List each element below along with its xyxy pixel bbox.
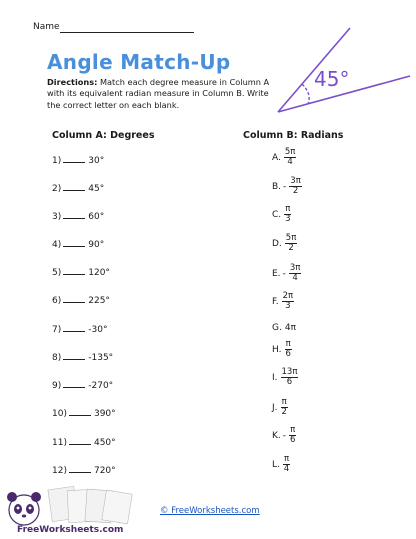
column-b-item	[272, 323, 296, 333]
radian-fraction	[289, 426, 296, 445]
fraction-numerator: 3π	[289, 263, 301, 273]
answer-letter: K.	[272, 430, 281, 441]
fraction-denominator: 3	[285, 301, 291, 311]
degree-value: 60°	[88, 212, 105, 222]
answer-letter: L.	[272, 459, 280, 470]
fraction-numerator: 3π	[290, 176, 301, 186]
angle-diagram	[270, 24, 415, 120]
column-a-item	[52, 267, 110, 278]
degree-value: 450°	[93, 438, 116, 448]
answer-blank[interactable]	[69, 437, 91, 445]
column-b-item	[272, 177, 302, 196]
radian-fraction	[283, 455, 290, 474]
answer-blank[interactable]	[69, 408, 91, 416]
negative-sign: -	[283, 181, 287, 192]
fraction-denominator: 6	[285, 349, 291, 359]
fraction-denominator: 2	[288, 243, 294, 253]
item-number: 7)	[52, 325, 62, 335]
item-number: 12)	[52, 466, 67, 476]
answer-blank[interactable]	[63, 183, 85, 191]
answer-blank[interactable]	[63, 295, 85, 303]
column-a-item	[52, 324, 107, 335]
answer-letter: H.	[272, 344, 282, 355]
name-blank-line[interactable]	[60, 32, 194, 33]
radian-fraction	[285, 234, 298, 253]
negative-sign: -	[282, 430, 287, 441]
column-b-item	[272, 455, 290, 474]
radian-value: 4π	[284, 323, 296, 333]
item-number: 5)	[52, 268, 62, 278]
answer-letter: F.	[272, 296, 279, 307]
radian-fraction	[289, 264, 302, 283]
answer-blank[interactable]	[63, 239, 85, 247]
degree-value: 30°	[88, 156, 105, 166]
answer-letter: E.	[272, 268, 281, 279]
answer-letter: B.	[272, 181, 282, 192]
fraction-denominator: 2	[292, 186, 299, 196]
worksheet-title: Angle Match-Up	[47, 50, 231, 74]
item-number: 1)	[52, 156, 62, 166]
column-a-item	[52, 155, 104, 166]
column-b-item	[272, 234, 297, 253]
answer-blank[interactable]	[63, 267, 85, 275]
radian-fraction	[289, 177, 302, 196]
column-b-heading: Column B: Radians	[243, 130, 344, 141]
column-a-item	[52, 239, 104, 250]
degree-value: -135°	[88, 353, 114, 363]
item-number: 6)	[52, 296, 62, 306]
answer-blank[interactable]	[63, 211, 85, 219]
degree-value: 45°	[88, 184, 105, 194]
radian-fraction	[284, 340, 291, 359]
radian-fraction	[284, 205, 291, 224]
radian-fraction	[284, 148, 297, 167]
column-b-item	[272, 340, 292, 359]
degree-value: 120°	[88, 268, 110, 278]
column-b-item	[272, 292, 294, 311]
column-a-item	[52, 465, 116, 476]
radian-fraction	[282, 292, 295, 311]
degree-value: 390°	[93, 409, 116, 419]
freeworksheets-logo	[4, 486, 140, 536]
answer-letter: J.	[272, 402, 278, 413]
name-label: Name	[33, 22, 60, 32]
fraction-denominator: 6	[290, 435, 296, 445]
fraction-numerator: 5π	[284, 147, 296, 157]
column-b-item	[272, 398, 288, 417]
fraction-denominator: 4	[283, 464, 290, 474]
column-a-item	[52, 437, 116, 448]
directions-label: Directions:	[47, 77, 98, 87]
footer-link[interactable]: © FreeWorksheets.com	[160, 506, 260, 516]
column-a-item	[52, 183, 104, 194]
answer-blank[interactable]	[63, 155, 85, 163]
item-number: 2)	[52, 184, 62, 194]
item-number: 10)	[52, 409, 67, 419]
degree-value: -270°	[88, 381, 114, 391]
directions	[47, 77, 273, 111]
fraction-numerator: π	[290, 425, 296, 435]
column-a-item	[52, 295, 110, 306]
column-a-item	[52, 211, 104, 222]
answer-letter: A.	[272, 152, 281, 163]
item-number: 11)	[52, 438, 67, 448]
answer-letter: G.	[272, 323, 282, 333]
column-a-item	[52, 352, 113, 363]
answer-blank[interactable]	[63, 324, 85, 332]
column-a-item	[52, 380, 113, 391]
fraction-numerator: 13π	[281, 367, 298, 377]
fraction-denominator: 2	[281, 407, 287, 417]
degree-value: 90°	[88, 240, 105, 250]
radian-fraction	[281, 398, 288, 417]
fraction-numerator: 2π	[282, 291, 294, 301]
answer-letter: C.	[272, 209, 282, 220]
svg-text:FreeWorksheets.com: FreeWorksheets.com	[17, 525, 124, 535]
answer-blank[interactable]	[63, 352, 85, 360]
fraction-numerator: π	[281, 397, 287, 407]
column-b-item	[272, 368, 298, 387]
negative-sign: -	[282, 268, 286, 279]
column-b-item	[272, 148, 296, 167]
degree-value: 720°	[93, 466, 116, 476]
column-a-item	[52, 408, 116, 419]
fraction-denominator: 4	[292, 273, 298, 283]
answer-letter: I.	[272, 372, 278, 383]
fraction-numerator: π	[284, 454, 290, 464]
fraction-numerator: π	[285, 339, 291, 349]
answer-blank[interactable]	[69, 465, 91, 473]
fraction-denominator: 3	[285, 214, 291, 224]
column-a-heading: Column A: Degrees	[52, 130, 155, 141]
degree-value: 225°	[88, 296, 110, 306]
answer-blank[interactable]	[63, 380, 85, 388]
fraction-denominator: 6	[286, 377, 293, 387]
item-number: 9)	[52, 381, 62, 391]
fraction-numerator: π	[285, 204, 291, 214]
degree-value: -30°	[88, 325, 108, 335]
column-b-item	[272, 205, 292, 224]
fraction-denominator: 4	[287, 157, 293, 167]
item-number: 3)	[52, 212, 62, 222]
radian-fraction	[281, 368, 299, 387]
directions-text: Match each degree measure in Column A with its equivalent radian measure in Column B. Write the correct letter on each blank.	[47, 77, 270, 110]
item-number: 8)	[52, 353, 62, 363]
angle-arc	[302, 84, 309, 104]
column-b-item	[272, 426, 296, 445]
angle-label: 45°	[314, 67, 350, 91]
answer-letter: D.	[272, 238, 282, 249]
column-b-item	[272, 264, 301, 283]
item-number: 4)	[52, 240, 62, 250]
fraction-numerator: 5π	[285, 233, 297, 243]
